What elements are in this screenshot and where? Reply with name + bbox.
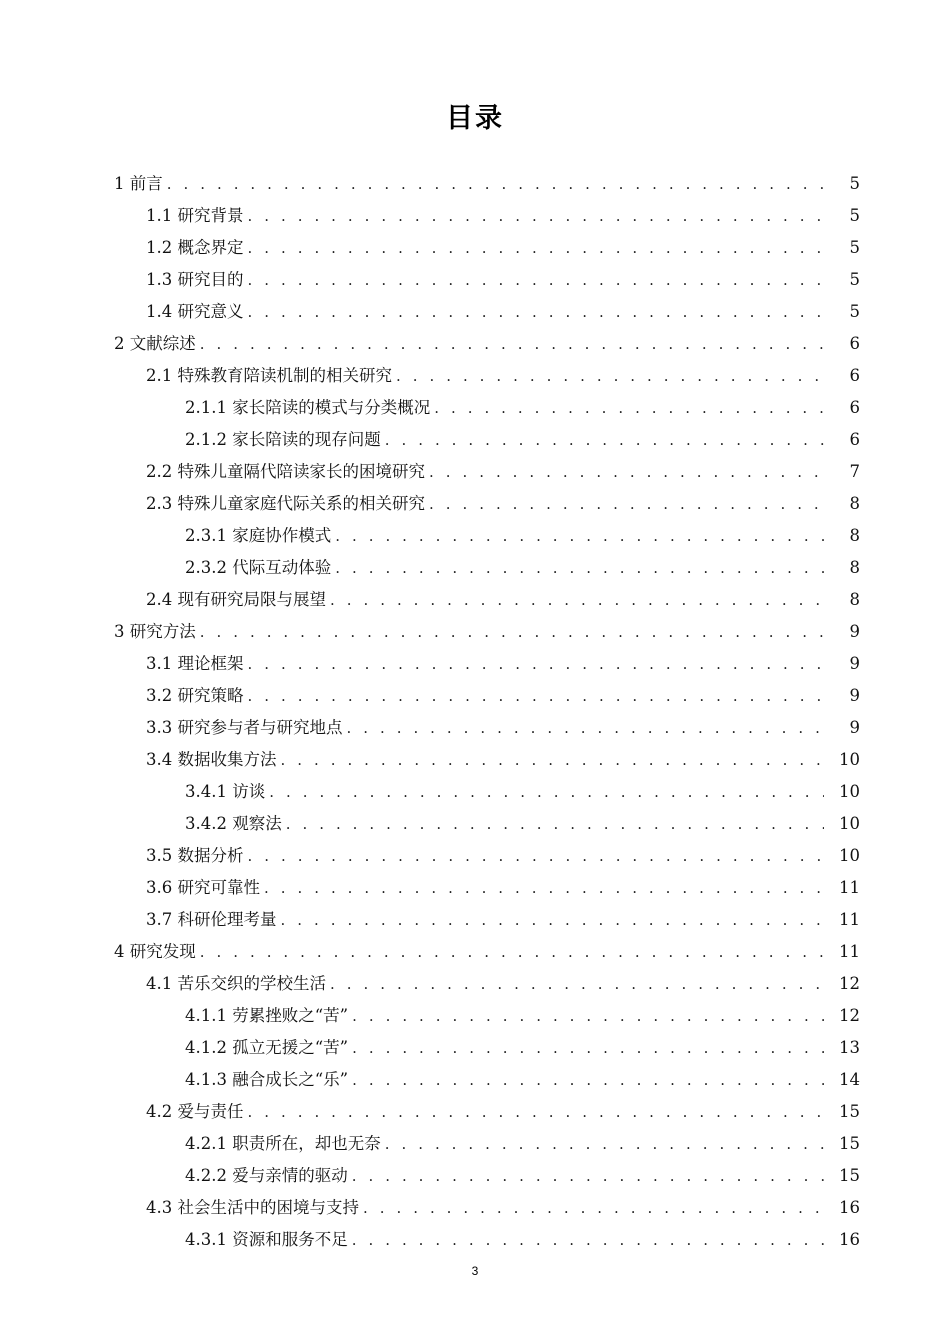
toc-entry[interactable]	[0, 296, 950, 328]
toc-entry-page: 10	[839, 782, 860, 801]
toc-entry[interactable]	[0, 232, 950, 264]
toc-entry-page: 10	[839, 750, 860, 769]
toc-entry-title: 2.3.1 家庭协作模式	[185, 526, 332, 545]
toc-entry-title: 2.4 现有研究局限与展望	[146, 590, 326, 609]
toc-entry[interactable]	[0, 1224, 950, 1256]
toc-entry-title: 1.3 研究目的	[146, 270, 244, 289]
toc-dot-leader	[248, 232, 825, 264]
toc-entry-page: 9	[849, 718, 860, 737]
toc-entry-page: 12	[839, 1006, 860, 1025]
toc-entry-title: 4.3.1 资源和服务不足	[185, 1230, 348, 1249]
toc-entry-title: 3.4.2 观察法	[185, 814, 282, 833]
toc-dot-leader	[248, 840, 825, 872]
toc-entry-title: 4.2.2 爱与亲情的驱动	[185, 1166, 348, 1185]
toc-entry-title: 4.1.3 融合成长之“乐”	[185, 1070, 349, 1089]
toc-dot-leader	[248, 1096, 825, 1128]
table-of-contents	[0, 168, 950, 1256]
toc-dot-leader	[352, 1064, 824, 1096]
toc-entry[interactable]	[0, 1032, 950, 1064]
toc-entry-page: 8	[849, 590, 860, 609]
toc-entry-page: 5	[849, 238, 860, 257]
toc-dot-leader	[385, 424, 824, 456]
toc-entry-title: 1.2 概念界定	[146, 238, 244, 257]
toc-entry[interactable]	[0, 1192, 950, 1224]
toc-dot-leader	[363, 1192, 824, 1224]
toc-entry-title: 4 研究发现	[114, 942, 196, 961]
toc-dot-leader	[248, 264, 825, 296]
toc-entry-page: 6	[849, 366, 860, 385]
toc-dot-leader	[200, 328, 824, 360]
toc-dot-leader	[281, 744, 825, 776]
toc-entry-page: 5	[849, 174, 860, 193]
toc-dot-leader	[248, 680, 825, 712]
toc-dot-leader	[200, 616, 824, 648]
toc-dot-leader	[385, 1128, 824, 1160]
toc-entry-title: 1.1 研究背景	[146, 206, 244, 225]
toc-entry[interactable]	[0, 456, 950, 488]
toc-entry-title: 1.4 研究意义	[146, 302, 244, 321]
toc-entry[interactable]	[0, 680, 950, 712]
toc-entry[interactable]	[0, 424, 950, 456]
toc-dot-leader	[352, 1224, 824, 1256]
toc-entry-title: 2.1 特殊教育陪读机制的相关研究	[146, 366, 392, 385]
toc-entry[interactable]	[0, 1160, 950, 1192]
toc-entry-title: 1 前言	[114, 174, 163, 193]
toc-entry[interactable]	[0, 520, 950, 552]
toc-entry-page: 10	[839, 814, 860, 833]
toc-entry[interactable]	[0, 488, 950, 520]
toc-entry-page: 11	[839, 910, 860, 929]
toc-entry-title: 3.3 研究参与者与研究地点	[146, 718, 343, 737]
toc-entry[interactable]	[0, 1000, 950, 1032]
toc-entry-page: 12	[839, 974, 860, 993]
toc-dot-leader	[200, 936, 824, 968]
toc-entry-page: 13	[839, 1038, 860, 1057]
toc-dot-leader	[248, 296, 825, 328]
toc-entry-page: 7	[849, 462, 860, 481]
toc-entry-page: 15	[839, 1166, 860, 1185]
toc-entry-title: 2.1.1 家长陪读的模式与分类概况	[185, 398, 431, 417]
toc-dot-leader	[167, 168, 824, 200]
toc-entry[interactable]	[0, 200, 950, 232]
toc-entry-page: 11	[839, 942, 860, 961]
toc-entry[interactable]	[0, 584, 950, 616]
toc-entry-title: 2.2 特殊儿童隔代陪读家长的困境研究	[146, 462, 425, 481]
toc-entry[interactable]	[0, 168, 950, 200]
toc-entry-title: 4.1.1 劳累挫败之“苦”	[185, 1006, 349, 1025]
toc-dot-leader	[281, 904, 825, 936]
toc-dot-leader	[434, 392, 824, 424]
toc-dot-leader	[286, 808, 824, 840]
toc-entry-title: 2.3 特殊儿童家庭代际关系的相关研究	[146, 494, 425, 513]
toc-dot-leader	[330, 968, 824, 1000]
toc-entry[interactable]	[0, 808, 950, 840]
toc-entry-title: 3.4.1 访谈	[185, 782, 266, 801]
toc-title: 目录	[446, 103, 504, 134]
toc-entry-page: 5	[849, 302, 860, 321]
toc-entry-page: 15	[839, 1102, 860, 1121]
toc-entry-page: 11	[839, 878, 860, 897]
toc-entry-title: 4.2 爱与责任	[146, 1102, 244, 1121]
toc-entry-title: 2.1.2 家长陪读的现存问题	[185, 430, 381, 449]
toc-entry-page: 6	[849, 430, 860, 449]
toc-entry-page: 16	[839, 1230, 860, 1249]
toc-dot-leader	[429, 456, 824, 488]
toc-entry-page: 9	[849, 654, 860, 673]
toc-entry[interactable]	[0, 1064, 950, 1096]
toc-entry-title: 2.3.2 代际互动体验	[185, 558, 332, 577]
toc-entry-title: 4.1.2 孤立无援之“苦”	[185, 1038, 349, 1057]
toc-dot-leader	[429, 488, 824, 520]
toc-entry[interactable]	[0, 872, 950, 904]
toc-entry-page: 14	[839, 1070, 860, 1089]
toc-entry-page: 5	[849, 206, 860, 225]
toc-entry[interactable]	[0, 392, 950, 424]
toc-entry-title: 4.1 苦乐交织的学校生活	[146, 974, 326, 993]
toc-entry-page: 9	[849, 622, 860, 641]
toc-dot-leader	[352, 1000, 824, 1032]
toc-entry-page: 8	[849, 526, 860, 545]
toc-dot-leader	[248, 200, 825, 232]
toc-entry-page: 8	[849, 494, 860, 513]
toc-entry-page: 6	[849, 334, 860, 353]
toc-entry[interactable]	[0, 360, 950, 392]
toc-dot-leader	[352, 1160, 824, 1192]
toc-entry[interactable]	[0, 328, 950, 360]
toc-dot-leader	[347, 712, 825, 744]
toc-entry[interactable]	[0, 1128, 950, 1160]
toc-dot-leader	[352, 1032, 824, 1064]
toc-entry[interactable]	[0, 776, 950, 808]
toc-entry-title: 3.4 数据收集方法	[146, 750, 277, 769]
toc-entry[interactable]	[0, 968, 950, 1000]
toc-entry[interactable]	[0, 552, 950, 584]
toc-entry[interactable]	[0, 744, 950, 776]
toc-entry-page: 6	[849, 398, 860, 417]
toc-entry-page: 9	[849, 686, 860, 705]
toc-entry-title: 3.5 数据分析	[146, 846, 244, 865]
toc-dot-leader	[330, 584, 824, 616]
toc-entry[interactable]	[0, 648, 950, 680]
toc-entry[interactable]	[0, 1096, 950, 1128]
toc-entry[interactable]	[0, 904, 950, 936]
toc-entry-title: 3.7 科研伦理考量	[146, 910, 277, 929]
toc-entry-title: 3.2 研究策略	[146, 686, 244, 705]
toc-entry[interactable]	[0, 264, 950, 296]
toc-entry-page: 15	[839, 1134, 860, 1153]
toc-dot-leader	[269, 776, 824, 808]
toc-dot-leader	[264, 872, 824, 904]
toc-entry[interactable]	[0, 936, 950, 968]
toc-entry-page: 10	[839, 846, 860, 865]
toc-dot-leader	[335, 552, 824, 584]
toc-dot-leader	[248, 648, 825, 680]
toc-entry-title: 4.2.1 职责所在，却也无奈	[185, 1134, 381, 1153]
toc-entry[interactable]	[0, 616, 950, 648]
toc-entry-page: 5	[849, 270, 860, 289]
toc-entry[interactable]	[0, 712, 950, 744]
toc-entry[interactable]	[0, 840, 950, 872]
toc-entry-title: 3 研究方法	[114, 622, 196, 641]
toc-entry-page: 16	[839, 1198, 860, 1217]
toc-dot-leader	[335, 520, 824, 552]
toc-entry-title: 2 文献综述	[114, 334, 196, 353]
toc-entry-title: 3.6 研究可靠性	[146, 878, 260, 897]
toc-dot-leader	[396, 360, 824, 392]
toc-entry-page: 8	[849, 558, 860, 577]
toc-entry-title: 4.3 社会生活中的困境与支持	[146, 1198, 359, 1217]
page-number: 3	[471, 1264, 479, 1278]
toc-entry-title: 3.1 理论框架	[146, 654, 244, 673]
